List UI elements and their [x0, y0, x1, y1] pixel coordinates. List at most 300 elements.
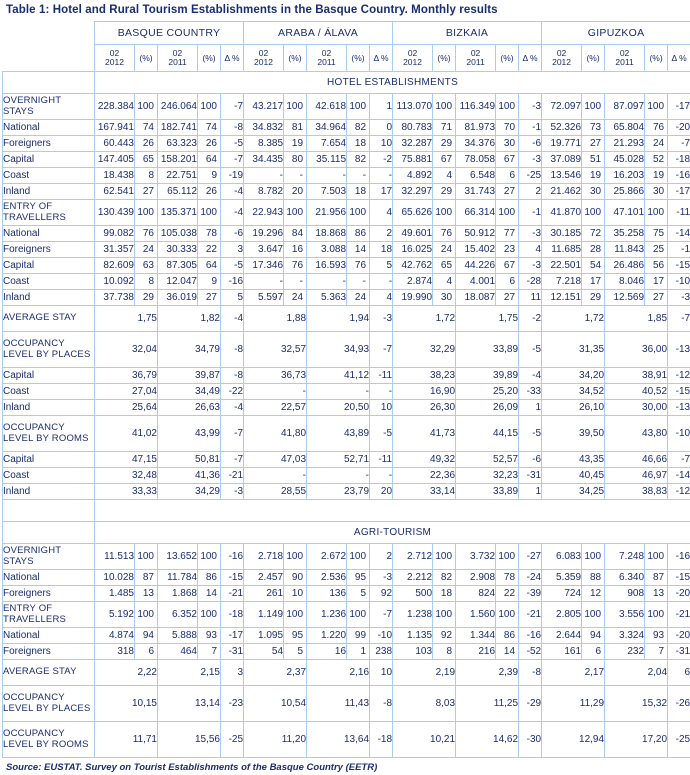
cell: -28 — [519, 274, 542, 290]
cell: 10.092 — [95, 274, 135, 290]
cell: 72 — [582, 226, 605, 242]
cell: 34,52 — [542, 384, 605, 400]
cell: 15,32 — [605, 686, 668, 722]
row-agri-overnight-national — [3, 570, 690, 586]
cell: 6.340 — [605, 570, 645, 586]
cell: -25 — [519, 168, 542, 184]
cell: 100 — [284, 94, 307, 120]
cell: 21.293 — [605, 136, 645, 152]
cell: -11 — [370, 452, 393, 468]
row-hotel-occ-places-capital-label: Capital — [3, 368, 95, 384]
cell: 4 — [433, 168, 456, 184]
cell: 30.185 — [542, 226, 582, 242]
cell: 100 — [496, 94, 519, 120]
cell: 22 — [198, 242, 221, 258]
cell: -31 — [668, 644, 690, 660]
cell: -21 — [221, 586, 244, 602]
cell: 246.064 — [158, 94, 198, 120]
cell: 34.435 — [244, 152, 284, 168]
cell: 31.743 — [456, 184, 496, 200]
row-hotel-entry-coast — [3, 274, 690, 290]
cell: 318 — [95, 644, 135, 660]
cell: -2 — [370, 152, 393, 168]
cell: -3 — [519, 94, 542, 120]
cell: -13 — [668, 400, 690, 416]
cell: 63 — [135, 258, 158, 274]
cell: 100 — [496, 200, 519, 226]
cell: 116.349 — [456, 94, 496, 120]
cell: 22 — [496, 586, 519, 602]
cell: 2,22 — [95, 660, 158, 686]
cell: 42.762 — [393, 258, 433, 274]
cell: 16 — [284, 242, 307, 258]
cell: 99.082 — [95, 226, 135, 242]
cell: 1.220 — [307, 628, 347, 644]
cell: -10 — [668, 274, 690, 290]
cell: 65.804 — [605, 120, 645, 136]
cell: 38,23 — [393, 368, 456, 384]
cell: 113.070 — [393, 94, 433, 120]
cell: 18 — [347, 184, 370, 200]
cell: -4 — [519, 368, 542, 384]
cell: -5 — [221, 258, 244, 274]
cell: 34.376 — [456, 136, 496, 152]
cell: 13 — [645, 586, 668, 602]
cell: 8.046 — [605, 274, 645, 290]
cell: 34,79 — [158, 332, 221, 368]
cell: 49,32 — [393, 452, 456, 468]
cell: 41,02 — [95, 416, 158, 452]
cell: 87 — [135, 570, 158, 586]
cell: 100 — [582, 544, 605, 570]
cell: -18 — [668, 152, 690, 168]
cell: 35.258 — [605, 226, 645, 242]
cell: 34,29 — [158, 484, 221, 500]
cell: 19 — [645, 168, 668, 184]
cell: 63.323 — [158, 136, 198, 152]
cell: -17 — [668, 184, 690, 200]
cell: 16.025 — [393, 242, 433, 258]
cell: 12.569 — [605, 290, 645, 306]
cell: -14 — [668, 468, 690, 484]
cell: 46,66 — [605, 452, 668, 468]
cell: 32,23 — [456, 468, 519, 484]
row-hotel-average-stay-label: AVERAGE STAY — [3, 306, 95, 332]
cell: 33,89 — [456, 484, 519, 500]
cell: 41,12 — [307, 368, 370, 384]
cell: -19 — [221, 168, 244, 184]
row-hotel-entry-coast-label: Coast — [3, 274, 95, 290]
cell: 67 — [433, 152, 456, 168]
row-hotel-occupancy-places — [3, 332, 690, 368]
cell: 100 — [496, 602, 519, 628]
cell: -12 — [668, 484, 690, 500]
cell: 100 — [433, 544, 456, 570]
cell: 2.908 — [456, 570, 496, 586]
cell: 94 — [135, 628, 158, 644]
subheader-2012-araba: 02 2012 — [244, 45, 284, 72]
cell: 21.956 — [307, 200, 347, 226]
cell: 26 — [135, 136, 158, 152]
cell: -20 — [668, 120, 690, 136]
cell: 2,16 — [307, 660, 370, 686]
cell: 2.672 — [307, 544, 347, 570]
cell: 47.101 — [605, 200, 645, 226]
cell: -16 — [221, 544, 244, 570]
cell: 43.217 — [244, 94, 284, 120]
subheader-pct-gipuzkoa-2011: (%) — [645, 45, 668, 72]
cell: 9 — [198, 168, 221, 184]
row-hotel-occ-rooms-inland-label: Inland — [3, 484, 95, 500]
cell: 95 — [284, 628, 307, 644]
cell: -26 — [668, 686, 690, 722]
cell: 39,50 — [542, 416, 605, 452]
subheader-pct-basque-2012: (%) — [135, 45, 158, 72]
row-agri-overnight-national-label: National — [3, 570, 95, 586]
cell: 64 — [198, 258, 221, 274]
tourism-statistics-table — [2, 21, 690, 758]
cell: -4 — [221, 200, 244, 226]
cell: 3.732 — [456, 544, 496, 570]
cell: -7 — [370, 332, 393, 368]
cell: 67 — [496, 152, 519, 168]
cell: 8 — [135, 168, 158, 184]
cell: 19 — [284, 136, 307, 152]
cell: -6 — [519, 452, 542, 468]
cell: -15 — [668, 570, 690, 586]
page-title: Table 1: Hotel and Rural Tourism Establishments in the Basque Country. Monthly results — [2, 0, 688, 21]
cell: -7 — [221, 416, 244, 452]
cell: 18.087 — [456, 290, 496, 306]
cell: 80 — [284, 152, 307, 168]
cell: 26,10 — [542, 400, 605, 416]
cell: 5 — [284, 644, 307, 660]
cell: 9 — [198, 274, 221, 290]
cell: -16 — [668, 168, 690, 184]
cell: 6.083 — [542, 544, 582, 570]
cell: 31.357 — [95, 242, 135, 258]
cell: 65 — [135, 152, 158, 168]
subheader-pct-gipuzkoa-2012: (%) — [582, 45, 605, 72]
cell: -3 — [221, 484, 244, 500]
row-agri-entry-foreigners-label: Foreigners — [3, 644, 95, 660]
cell: 81.973 — [456, 120, 496, 136]
cell: 24 — [284, 290, 307, 306]
cell: 82 — [347, 152, 370, 168]
cell: -7 — [221, 152, 244, 168]
cell: 724 — [542, 586, 582, 602]
cell: 34,93 — [307, 332, 370, 368]
row-hotel-occupancy-rooms-label: OCCUPANCY LEVEL BY ROOMS — [3, 416, 95, 452]
cell: 47,03 — [244, 452, 307, 468]
cell: 41.870 — [542, 200, 582, 226]
cell: 73 — [582, 120, 605, 136]
cell: -16 — [519, 628, 542, 644]
cell: 15.402 — [456, 242, 496, 258]
cell: 30,00 — [605, 400, 668, 416]
cell: -5 — [519, 416, 542, 452]
cell: 5 — [221, 290, 244, 306]
cell: - — [370, 274, 393, 290]
cell: 3 — [221, 660, 244, 686]
cell: 82 — [347, 120, 370, 136]
cell: 13,14 — [158, 686, 221, 722]
cell: 43,89 — [307, 416, 370, 452]
cell: - — [347, 274, 370, 290]
cell: 70 — [496, 120, 519, 136]
cell: 32.297 — [393, 184, 433, 200]
cell: 4 — [519, 242, 542, 258]
row-agri-overnight-stays-label: OVERNIGHT STAYS — [3, 544, 95, 570]
spacer-label — [3, 500, 95, 522]
cell: 1.238 — [393, 602, 433, 628]
cell: 27 — [645, 290, 668, 306]
cell: 25.866 — [605, 184, 645, 200]
cell: -22 — [221, 384, 244, 400]
cell: 36,73 — [244, 368, 307, 384]
cell: -14 — [668, 226, 690, 242]
cell: 46,97 — [605, 468, 668, 484]
cell: 18.868 — [307, 226, 347, 242]
cell: 2.874 — [393, 274, 433, 290]
cell: 44.226 — [456, 258, 496, 274]
row-agri-entry-foreigners — [3, 644, 690, 660]
band-hotel-establishments-text: HOTEL ESTABLISHMENTS — [95, 72, 690, 94]
cell: 95 — [347, 570, 370, 586]
cell: 65 — [433, 258, 456, 274]
cell: 47,15 — [95, 452, 158, 468]
cell: - — [284, 168, 307, 184]
cell: 76 — [284, 258, 307, 274]
row-hotel-occupancy-places-label: OCCUPANCY LEVEL BY PLACES — [3, 332, 95, 368]
row-agri-entry-travellers — [3, 602, 690, 628]
subheader-delta-bizkaia: Δ % — [519, 45, 542, 72]
cell: 27 — [198, 290, 221, 306]
row-hotel-overnight-coast — [3, 168, 690, 184]
cell: 1.149 — [244, 602, 284, 628]
cell: - — [347, 168, 370, 184]
cell: 19.990 — [393, 290, 433, 306]
cell: 31,35 — [542, 332, 605, 368]
cell: 39,87 — [158, 368, 221, 384]
cell: 22,57 — [244, 400, 307, 416]
cell: 8 — [433, 644, 456, 660]
subheader-delta-gipuzkoa: Δ % — [668, 45, 690, 72]
row-hotel-overnight-foreigners — [3, 136, 690, 152]
row-agri-occupancy-places-label: OCCUPANCY LEVEL BY PLACES — [3, 686, 95, 722]
cell: 3.556 — [605, 602, 645, 628]
cell: 100 — [347, 602, 370, 628]
cell: 93 — [198, 628, 221, 644]
cell: 34,20 — [542, 368, 605, 384]
cell: 18.438 — [95, 168, 135, 184]
cell: 74 — [135, 120, 158, 136]
cell: -5 — [221, 136, 244, 152]
cell: 14 — [198, 586, 221, 602]
row-agri-overnight-foreigners-label: Foreigners — [3, 586, 95, 602]
cell: 17.346 — [244, 258, 284, 274]
cell: 216 — [456, 644, 496, 660]
cell: 16,90 — [393, 384, 456, 400]
cell: 10,21 — [393, 722, 456, 758]
cell: 80.783 — [393, 120, 433, 136]
cell: 14 — [347, 242, 370, 258]
cell: 19.771 — [542, 136, 582, 152]
cell: 74 — [198, 120, 221, 136]
cell: 56 — [645, 258, 668, 274]
cell: -24 — [519, 570, 542, 586]
cell: 22,36 — [393, 468, 456, 484]
cell: 22.501 — [542, 258, 582, 274]
cell: 32,04 — [95, 332, 158, 368]
row-hotel-occ-rooms-capital — [3, 452, 690, 468]
spacer-cells — [95, 500, 690, 522]
subheader-2012-gipuzkoa: 02 2012 — [542, 45, 582, 72]
row-agri-occupancy-rooms — [3, 722, 690, 758]
row-hotel-entry-national-label: National — [3, 226, 95, 242]
cell: 6.352 — [158, 602, 198, 628]
cell: 1,75 — [95, 306, 158, 332]
cell: 86 — [496, 628, 519, 644]
cell: 1,75 — [456, 306, 519, 332]
cell: 15,56 — [158, 722, 221, 758]
cell: -8 — [370, 686, 393, 722]
cell: 30 — [645, 184, 668, 200]
cell: 7 — [645, 644, 668, 660]
cell: 2.457 — [244, 570, 284, 586]
cell: 11,43 — [307, 686, 370, 722]
cell: 2 — [370, 544, 393, 570]
cell: 81 — [284, 120, 307, 136]
row-hotel-entry-inland-label: Inland — [3, 290, 95, 306]
cell: 100 — [284, 602, 307, 628]
cell: 26,30 — [393, 400, 456, 416]
cell: 100 — [433, 200, 456, 226]
table-body — [3, 72, 690, 758]
cell: 10 — [370, 400, 393, 416]
cell: 167.941 — [95, 120, 135, 136]
cell: -21 — [221, 468, 244, 484]
cell: -3 — [519, 226, 542, 242]
row-agri-average-stay-label: AVERAGE STAY — [3, 660, 95, 686]
row-agri-entry-national — [3, 628, 690, 644]
cell: 37.738 — [95, 290, 135, 306]
cell: 11.513 — [95, 544, 135, 570]
cell: -23 — [221, 686, 244, 722]
row-hotel-occ-places-coast — [3, 384, 690, 400]
group-header-gipuzkoa: GIPUZKOA — [542, 22, 690, 45]
row-agri-occupancy-places — [3, 686, 690, 722]
row-hotel-occ-rooms-coast — [3, 468, 690, 484]
cell: 100 — [582, 200, 605, 226]
cell: 12,94 — [542, 722, 605, 758]
cell: 78.058 — [456, 152, 496, 168]
cell: 62.541 — [95, 184, 135, 200]
cell: -7 — [668, 306, 690, 332]
cell: 3 — [221, 242, 244, 258]
cell: 2.712 — [393, 544, 433, 570]
cell: 13.546 — [542, 168, 582, 184]
cell: 1,82 — [158, 306, 221, 332]
cell: 33,14 — [393, 484, 456, 500]
cell: -4 — [221, 184, 244, 200]
cell: 17 — [645, 274, 668, 290]
cell: 1.236 — [307, 602, 347, 628]
cell: 135.371 — [158, 200, 198, 226]
row-hotel-entry-inland — [3, 290, 690, 306]
cell: 54 — [582, 258, 605, 274]
cell: - — [307, 384, 370, 400]
cell: 11,25 — [456, 686, 519, 722]
cell: 38,83 — [605, 484, 668, 500]
cell: 26,63 — [158, 400, 221, 416]
cell: 86 — [347, 226, 370, 242]
subheader-2011-araba: 02 2011 — [307, 45, 347, 72]
cell: 90 — [284, 570, 307, 586]
subheader-row — [3, 45, 690, 72]
cell: 11.843 — [605, 242, 645, 258]
row-hotel-occ-rooms-coast-label: Coast — [3, 468, 95, 484]
cell: 3.324 — [605, 628, 645, 644]
cell: 908 — [605, 586, 645, 602]
band-hotel-establishments — [3, 72, 690, 94]
cell: 75 — [645, 226, 668, 242]
cell: 10 — [370, 660, 393, 686]
row-hotel-overnight-foreigners-label: Foreigners — [3, 136, 95, 152]
cell: 3.647 — [244, 242, 284, 258]
cell: 45.028 — [605, 152, 645, 168]
cell: -8 — [221, 120, 244, 136]
cell: -3 — [519, 258, 542, 274]
cell: 2,17 — [542, 660, 605, 686]
cell: 72.097 — [542, 94, 582, 120]
cell: 52,57 — [456, 452, 519, 468]
band-label-spacer — [3, 72, 95, 94]
cell: 7.654 — [307, 136, 347, 152]
cell: 18 — [347, 136, 370, 152]
cell: 1,72 — [542, 306, 605, 332]
cell: 5 — [347, 586, 370, 602]
cell: 87 — [645, 570, 668, 586]
cell: -10 — [668, 416, 690, 452]
cell: 30 — [496, 136, 519, 152]
cell: 100 — [645, 544, 668, 570]
row-hotel-entry-capital — [3, 258, 690, 274]
cell: 18 — [433, 586, 456, 602]
cell: 54 — [244, 644, 284, 660]
cell: 10.028 — [95, 570, 135, 586]
cell: 86 — [198, 570, 221, 586]
subheader-2011-gipuzkoa: 02 2011 — [605, 45, 645, 72]
cell: -11 — [668, 200, 690, 226]
row-agri-average-stay — [3, 660, 690, 686]
cell: 29 — [135, 290, 158, 306]
cell: 88 — [582, 570, 605, 586]
cell: 30.333 — [158, 242, 198, 258]
subheader-pct-bizkaia-2011: (%) — [496, 45, 519, 72]
row-hotel-occ-rooms-capital-label: Capital — [3, 452, 95, 468]
cell: 44,15 — [456, 416, 519, 452]
cell: 11,71 — [95, 722, 158, 758]
row-hotel-occupancy-rooms — [3, 416, 690, 452]
cell: 30 — [582, 184, 605, 200]
row-agri-overnight-stays — [3, 544, 690, 570]
cell: 7.503 — [307, 184, 347, 200]
cell: 76 — [135, 226, 158, 242]
cell: -15 — [221, 570, 244, 586]
row-hotel-overnight-stays-label: OVERNIGHT STAYS — [3, 94, 95, 120]
cell: 38,91 — [605, 368, 668, 384]
